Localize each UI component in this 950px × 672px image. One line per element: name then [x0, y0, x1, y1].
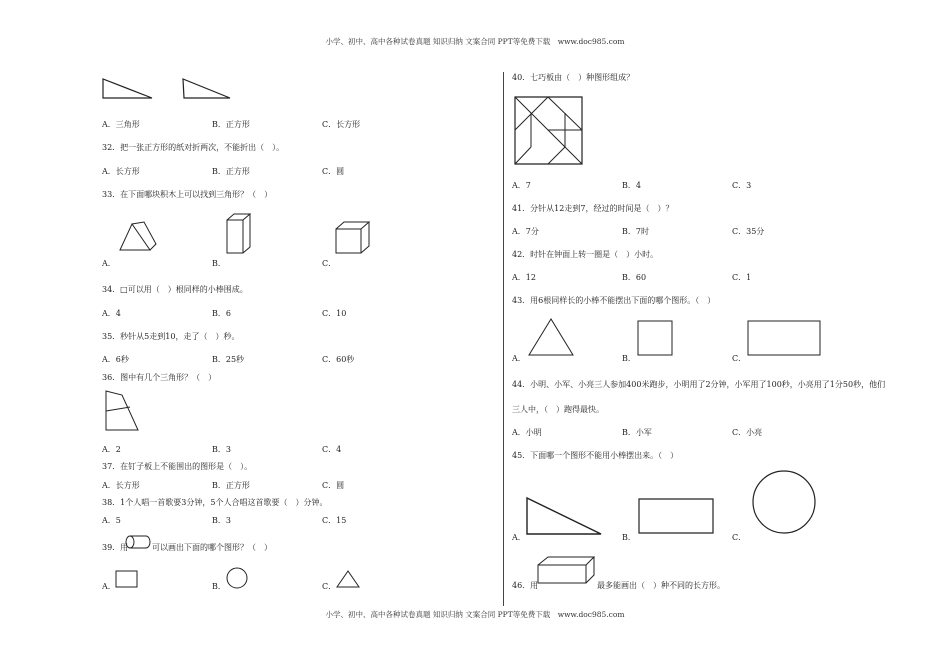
q39-option-c[interactable]: C．: [322, 582, 337, 591]
q40-tangram-figure: [513, 95, 585, 167]
q32-option-c[interactable]: C．圆: [322, 167, 345, 176]
q33-cube-icon: [333, 220, 373, 256]
q39-option-b[interactable]: B．: [212, 582, 226, 591]
q36-triangle-figure: [102, 389, 142, 433]
q42-stem: 42．时针在钟面上转一圈是（ ）小时。: [512, 250, 659, 259]
q41-stem: 41．分针从12走到7，经过的时间是（ ）？: [512, 204, 674, 213]
q45-triangle-option: [523, 495, 605, 537]
q40-stem: 40．七巧板由（ ）种图形组成？: [512, 73, 635, 82]
q46-cuboid-icon: [536, 555, 598, 585]
q39-square-option: [114, 569, 140, 589]
q35-stem: 35．秒针从5走到10，走了（ ）秒。: [102, 332, 240, 341]
q35-option-a[interactable]: A．6秒: [102, 355, 129, 364]
q39-stem-pre: 39．用: [102, 543, 129, 552]
q36-option-b[interactable]: B．3: [212, 445, 231, 454]
q45-rectangle-option: [637, 497, 715, 535]
q38-option-b[interactable]: B．3: [212, 516, 231, 525]
q33-cuboid-icon: [224, 212, 254, 256]
q38-option-a[interactable]: A．5: [102, 516, 121, 525]
q42-option-c[interactable]: C．1: [732, 273, 752, 282]
q31-triangle-1: [100, 76, 156, 102]
q44-option-a[interactable]: A．小明: [512, 428, 542, 437]
q33-option-a[interactable]: A．: [102, 259, 116, 268]
q39-triangle-option: [335, 569, 361, 589]
q33-option-b[interactable]: B．: [212, 259, 226, 268]
q35-option-c[interactable]: C．60秒: [322, 355, 355, 364]
page-header: 小学、初中、高中各种试卷真题 知识归纳 文案合同 PPT等免费下载 www.doc985.com: [325, 37, 625, 46]
q38-stem: 38．1个人唱一首歌要3分钟，5个人合唱这首歌要（ ）分钟。: [102, 498, 328, 507]
q40-option-a[interactable]: A．7: [512, 181, 531, 190]
q43-option-b[interactable]: B．: [622, 354, 636, 363]
q36-option-c[interactable]: C．4: [322, 445, 342, 454]
q43-stem: 43．用6根同样长的小棒不能摆出下面的哪个图形。（ ）: [512, 296, 716, 305]
q39-cylinder-icon: [124, 534, 152, 550]
q45-option-a[interactable]: A．: [512, 533, 526, 542]
q43-triangle-option: [527, 317, 575, 357]
q45-option-b[interactable]: B．: [622, 533, 636, 542]
q44-option-b[interactable]: B．小军: [622, 428, 652, 437]
q43-square-option: [636, 319, 674, 357]
q39-circle-option: [225, 566, 249, 590]
q32-option-b[interactable]: B．正方形: [212, 167, 250, 176]
q37-option-b[interactable]: B．正方形: [212, 481, 250, 490]
q34-option-b[interactable]: B．6: [212, 309, 231, 318]
q46-stem-post: 最多能画出（ ）种不同的长方形。: [597, 581, 725, 590]
q44-option-c[interactable]: C．小亮: [732, 428, 763, 437]
q31-option-a[interactable]: A．三角形: [102, 120, 140, 129]
page-footer: 小学、初中、高中各种试卷真题 知识归纳 文案合同 PPT等免费下载 www.doc985.com: [325, 610, 625, 619]
q31-triangle-2: [180, 76, 234, 102]
q43-rectangle-option: [746, 319, 822, 357]
q42-option-b[interactable]: B．60: [622, 273, 647, 282]
q40-option-c[interactable]: C．3: [732, 181, 752, 190]
q42-option-a[interactable]: A．12: [512, 273, 536, 282]
q43-option-a[interactable]: A．: [512, 354, 526, 363]
q45-option-c[interactable]: C．: [732, 533, 747, 542]
q37-option-a[interactable]: A．长方形: [102, 481, 140, 490]
q44-stem-line2: 三人中，（ ）跑得最快。: [512, 405, 604, 414]
q31-option-b[interactable]: B．正方形: [212, 120, 250, 129]
q35-option-b[interactable]: B．25秒: [212, 355, 245, 364]
q36-stem: 36．图中有几个三角形？（ ）: [102, 373, 217, 382]
q44-stem-line1: 44．小明、小军、小亮三人参加400米跑步，小明用了2分钟，小军用了100秒，小亮用了1分50秒，他们: [512, 380, 886, 389]
q39-option-a[interactable]: A．: [102, 582, 116, 591]
q34-option-a[interactable]: A．4: [102, 309, 121, 318]
q38-option-c[interactable]: C．15: [322, 516, 347, 525]
q41-option-c[interactable]: C．35分: [732, 227, 765, 236]
column-divider: [503, 72, 504, 606]
q33-stem: 33．在下面哪块积木上可以找到三角形？（ ）: [102, 190, 273, 199]
q33-prism-icon: [116, 218, 160, 256]
q41-option-b[interactable]: B．7时: [622, 227, 649, 236]
q36-option-a[interactable]: A．2: [102, 445, 121, 454]
q41-option-a[interactable]: A．7分: [512, 227, 539, 236]
q40-option-b[interactable]: B．4: [622, 181, 641, 190]
q34-option-c[interactable]: C．10: [322, 309, 347, 318]
q33-option-c[interactable]: C．: [322, 259, 337, 268]
q46-stem-pre: 46．用: [512, 581, 539, 590]
q32-option-a[interactable]: A．长方形: [102, 167, 140, 176]
q37-option-c[interactable]: C．圆: [322, 481, 345, 490]
q45-circle-option: [751, 469, 817, 535]
q45-stem: 45．下面哪一个图形不能用小棒摆出来。（ ）: [512, 451, 679, 460]
q39-stem-post: 可以画出下面的哪个图形？（ ）: [152, 543, 272, 552]
q34-stem: 34．□可以用（ ）根同样的小棒围成。: [102, 285, 248, 294]
q43-option-c[interactable]: C．: [732, 354, 747, 363]
q31-option-c[interactable]: C．长方形: [322, 120, 361, 129]
q37-stem: 37．在钉子板上不能围出的图形是（ ）。: [102, 462, 253, 471]
q32-stem: 32．把一张正方形的纸对折两次，不能折出（ ）。: [102, 143, 285, 152]
